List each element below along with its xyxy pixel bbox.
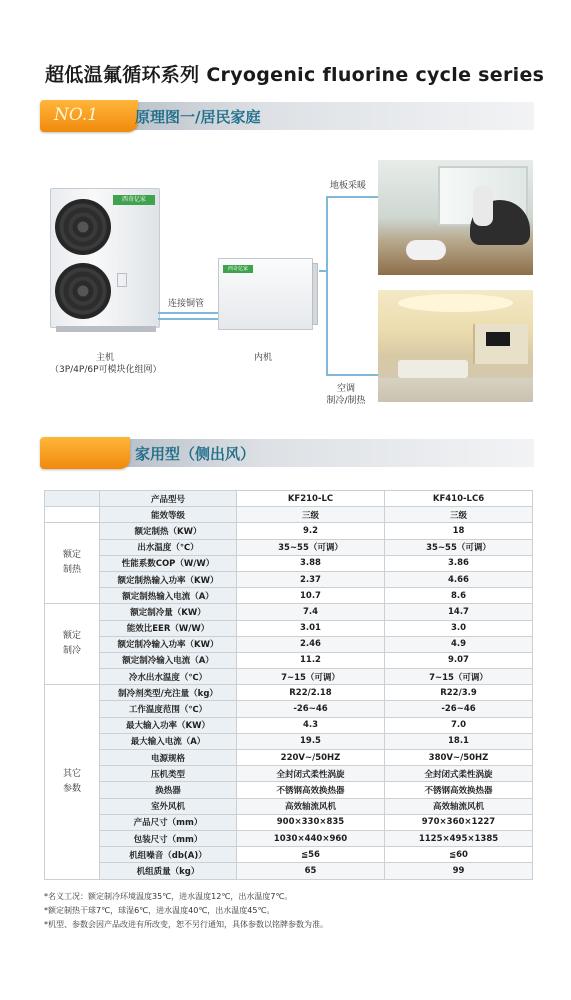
row-label: 压机类型 [100,766,237,782]
photo-ceiling-light [398,294,513,312]
table-header-model: KF210-LC [237,491,385,507]
group-cell-cooling: 额定 制冷 [45,604,100,685]
row-value: 970×360×1227 [385,814,533,830]
row-value: 18.1 [385,733,533,749]
row-value: 全封闭式柔性涡旋 [237,766,385,782]
brand-logo: 西奇亿家 [113,195,155,205]
row-value: -26~46 [237,701,385,717]
row-value: ≦56 [237,847,385,863]
section-header-no1 [40,100,534,132]
row-value: 4.66 [385,571,533,587]
fan-icon [55,263,111,319]
outdoor-unit-label: 主机 [95,353,114,363]
table-row [45,571,533,587]
table-row [45,717,533,733]
row-value: 9.07 [385,652,533,668]
row-label: 包装尺寸（mm） [100,830,237,846]
row-label: 室外风机 [100,798,237,814]
ac-sublabel: 制冷/制热 [326,396,366,406]
row-label: 机组质量（kg） [100,863,237,879]
brand-logo: 西奇亿家 [223,265,253,273]
floor-heating-label: 地板采暖 [330,181,367,191]
row-value: 3.86 [385,555,533,571]
row-value: 19.5 [237,733,385,749]
row-value: 8.6 [385,588,533,604]
row-value: 3.88 [237,555,385,571]
footnote: *名义工况：额定制冷环境温度35℃，进水温度12℃，出水温度7℃。 [44,892,293,901]
row-value: 高效轴流风机 [237,798,385,814]
row-value: 220V~/50HZ [237,750,385,766]
ac-label: 空调 [336,384,355,394]
section-header-home [40,437,534,469]
photo-sofa [398,360,468,378]
row-value: 18 [385,523,533,539]
pipe-line [158,312,220,314]
row-label: 出水温度（℃） [100,539,237,555]
row-label: 额定制冷输入功率（KW） [100,636,237,652]
row-value: 10.7 [237,588,385,604]
table-row [45,685,533,701]
row-label: 性能系数COP（W/W） [100,555,237,571]
indoor-side-panel [312,263,318,325]
row-value: 35~55（可调） [237,539,385,555]
row-label: 产品尺寸（mm） [100,814,237,830]
photo-floor [378,378,533,402]
row-value: 7~15（可调） [385,669,533,685]
row-value: ≦60 [385,847,533,863]
row-label: 工作温度范围（℃） [100,701,237,717]
table-row [45,507,533,523]
table-row [45,636,533,652]
table-row [45,604,533,620]
section-tab-label: NO.1 [54,105,99,125]
row-value: 65 [237,863,385,879]
pipe-label: 连接铜管 [168,299,205,309]
row-value: 2.37 [237,571,385,587]
row-value: 三级 [237,507,385,523]
table-row [45,766,533,782]
row-value: 11.2 [237,652,385,668]
row-value: 3.01 [237,620,385,636]
group-cell-empty [45,507,100,523]
section-title: 家用型（侧出风） [135,445,256,463]
indoor-unit-image [218,258,313,330]
table-header-label: 产品型号 [100,491,237,507]
table-row [45,588,533,604]
row-value: 14.7 [385,604,533,620]
row-label: 冷水出水温度（℃） [100,669,237,685]
photo-person [473,186,493,226]
row-value: -26~46 [385,701,533,717]
service-panel [117,273,127,287]
section-title: 原理图一/居民家庭 [135,108,261,126]
row-label: 换热器 [100,782,237,798]
pipe-line [319,270,326,272]
row-label: 制冷剂类型/充注量（kg） [100,685,237,701]
table-row [45,669,533,685]
row-value: 1030×440×960 [237,830,385,846]
table-row [45,798,533,814]
row-value: R22/3.9 [385,685,533,701]
table-row [45,847,533,863]
row-value: 全封闭式柔性涡旋 [385,766,533,782]
table-row [45,863,533,879]
row-value: 不锈钢高效换热器 [385,782,533,798]
photo-tv [486,332,510,346]
outdoor-unit-image [50,188,160,328]
footnotes [44,890,534,932]
row-value: 4.9 [385,636,533,652]
row-label: 额定制热输入功率（KW） [100,571,237,587]
row-value: R22/2.18 [237,685,385,701]
floor-heating-photo [378,160,533,275]
table-header-model: KF410-LC6 [385,491,533,507]
row-label: 电源规格 [100,750,237,766]
pipe-line [326,374,378,376]
row-value: 7.4 [237,604,385,620]
living-room-photo [378,290,533,402]
table-row [45,701,533,717]
photo-child [406,240,446,260]
table-row [45,733,533,749]
row-value: 1125×495×1385 [385,830,533,846]
table-corner [45,491,100,507]
row-value: 99 [385,863,533,879]
spec-table [44,490,533,880]
row-value: 4.3 [237,717,385,733]
outdoor-unit-base [56,326,156,332]
fan-icon [55,199,111,255]
table-row [45,652,533,668]
footnote: *额定制热干球7℃，球湿6℃，进水温度40℃，出水温度45℃。 [44,906,275,915]
pipe-line [326,196,378,198]
row-label: 额定制热输入电流（A） [100,588,237,604]
row-value: 高效轴流风机 [385,798,533,814]
row-value: 2.46 [237,636,385,652]
row-value: 3.0 [385,620,533,636]
group-cell-other: 其它 参数 [45,685,100,879]
table-row [45,523,533,539]
group-cell-heating: 额定 制热 [45,523,100,604]
table-row [45,830,533,846]
row-label: 能效等级 [100,507,237,523]
row-value: 380V~/50HZ [385,750,533,766]
indoor-unit-label: 内机 [253,353,272,363]
row-value: 35~55（可调） [385,539,533,555]
row-label: 机组噪音（db(A)） [100,847,237,863]
row-value: 三级 [385,507,533,523]
table-row [45,782,533,798]
table-row [45,539,533,555]
page-title: 超低温氟循环系列 Cryogenic fluorine cycle series [45,64,545,86]
table-row [45,750,533,766]
footnote: *机型、参数会因产品改进有所改变，恕不另行通知，具体参数以铭牌参数为准。 [44,920,328,929]
row-label: 额定制热（KW） [100,523,237,539]
pipe-line [158,318,220,320]
row-value: 7.0 [385,717,533,733]
pipe-line [326,196,328,376]
table-header-row [45,491,533,507]
outdoor-unit-sublabel: （3P/4P/6P可模块化组网） [50,365,162,375]
row-label: 额定制冷量（KW） [100,604,237,620]
table-row [45,555,533,571]
row-value: 不锈钢高效换热器 [237,782,385,798]
row-label: 最大输入电流（A） [100,733,237,749]
row-label: 最大输入功率（KW） [100,717,237,733]
section-tab [40,100,138,132]
row-value: 9.2 [237,523,385,539]
table-row [45,814,533,830]
row-value: 7~15（可调） [237,669,385,685]
section-tab [40,437,130,469]
row-label: 额定制冷输入电流（A） [100,652,237,668]
table-row [45,620,533,636]
row-value: 900×330×835 [237,814,385,830]
row-label: 能效比EER（W/W） [100,620,237,636]
